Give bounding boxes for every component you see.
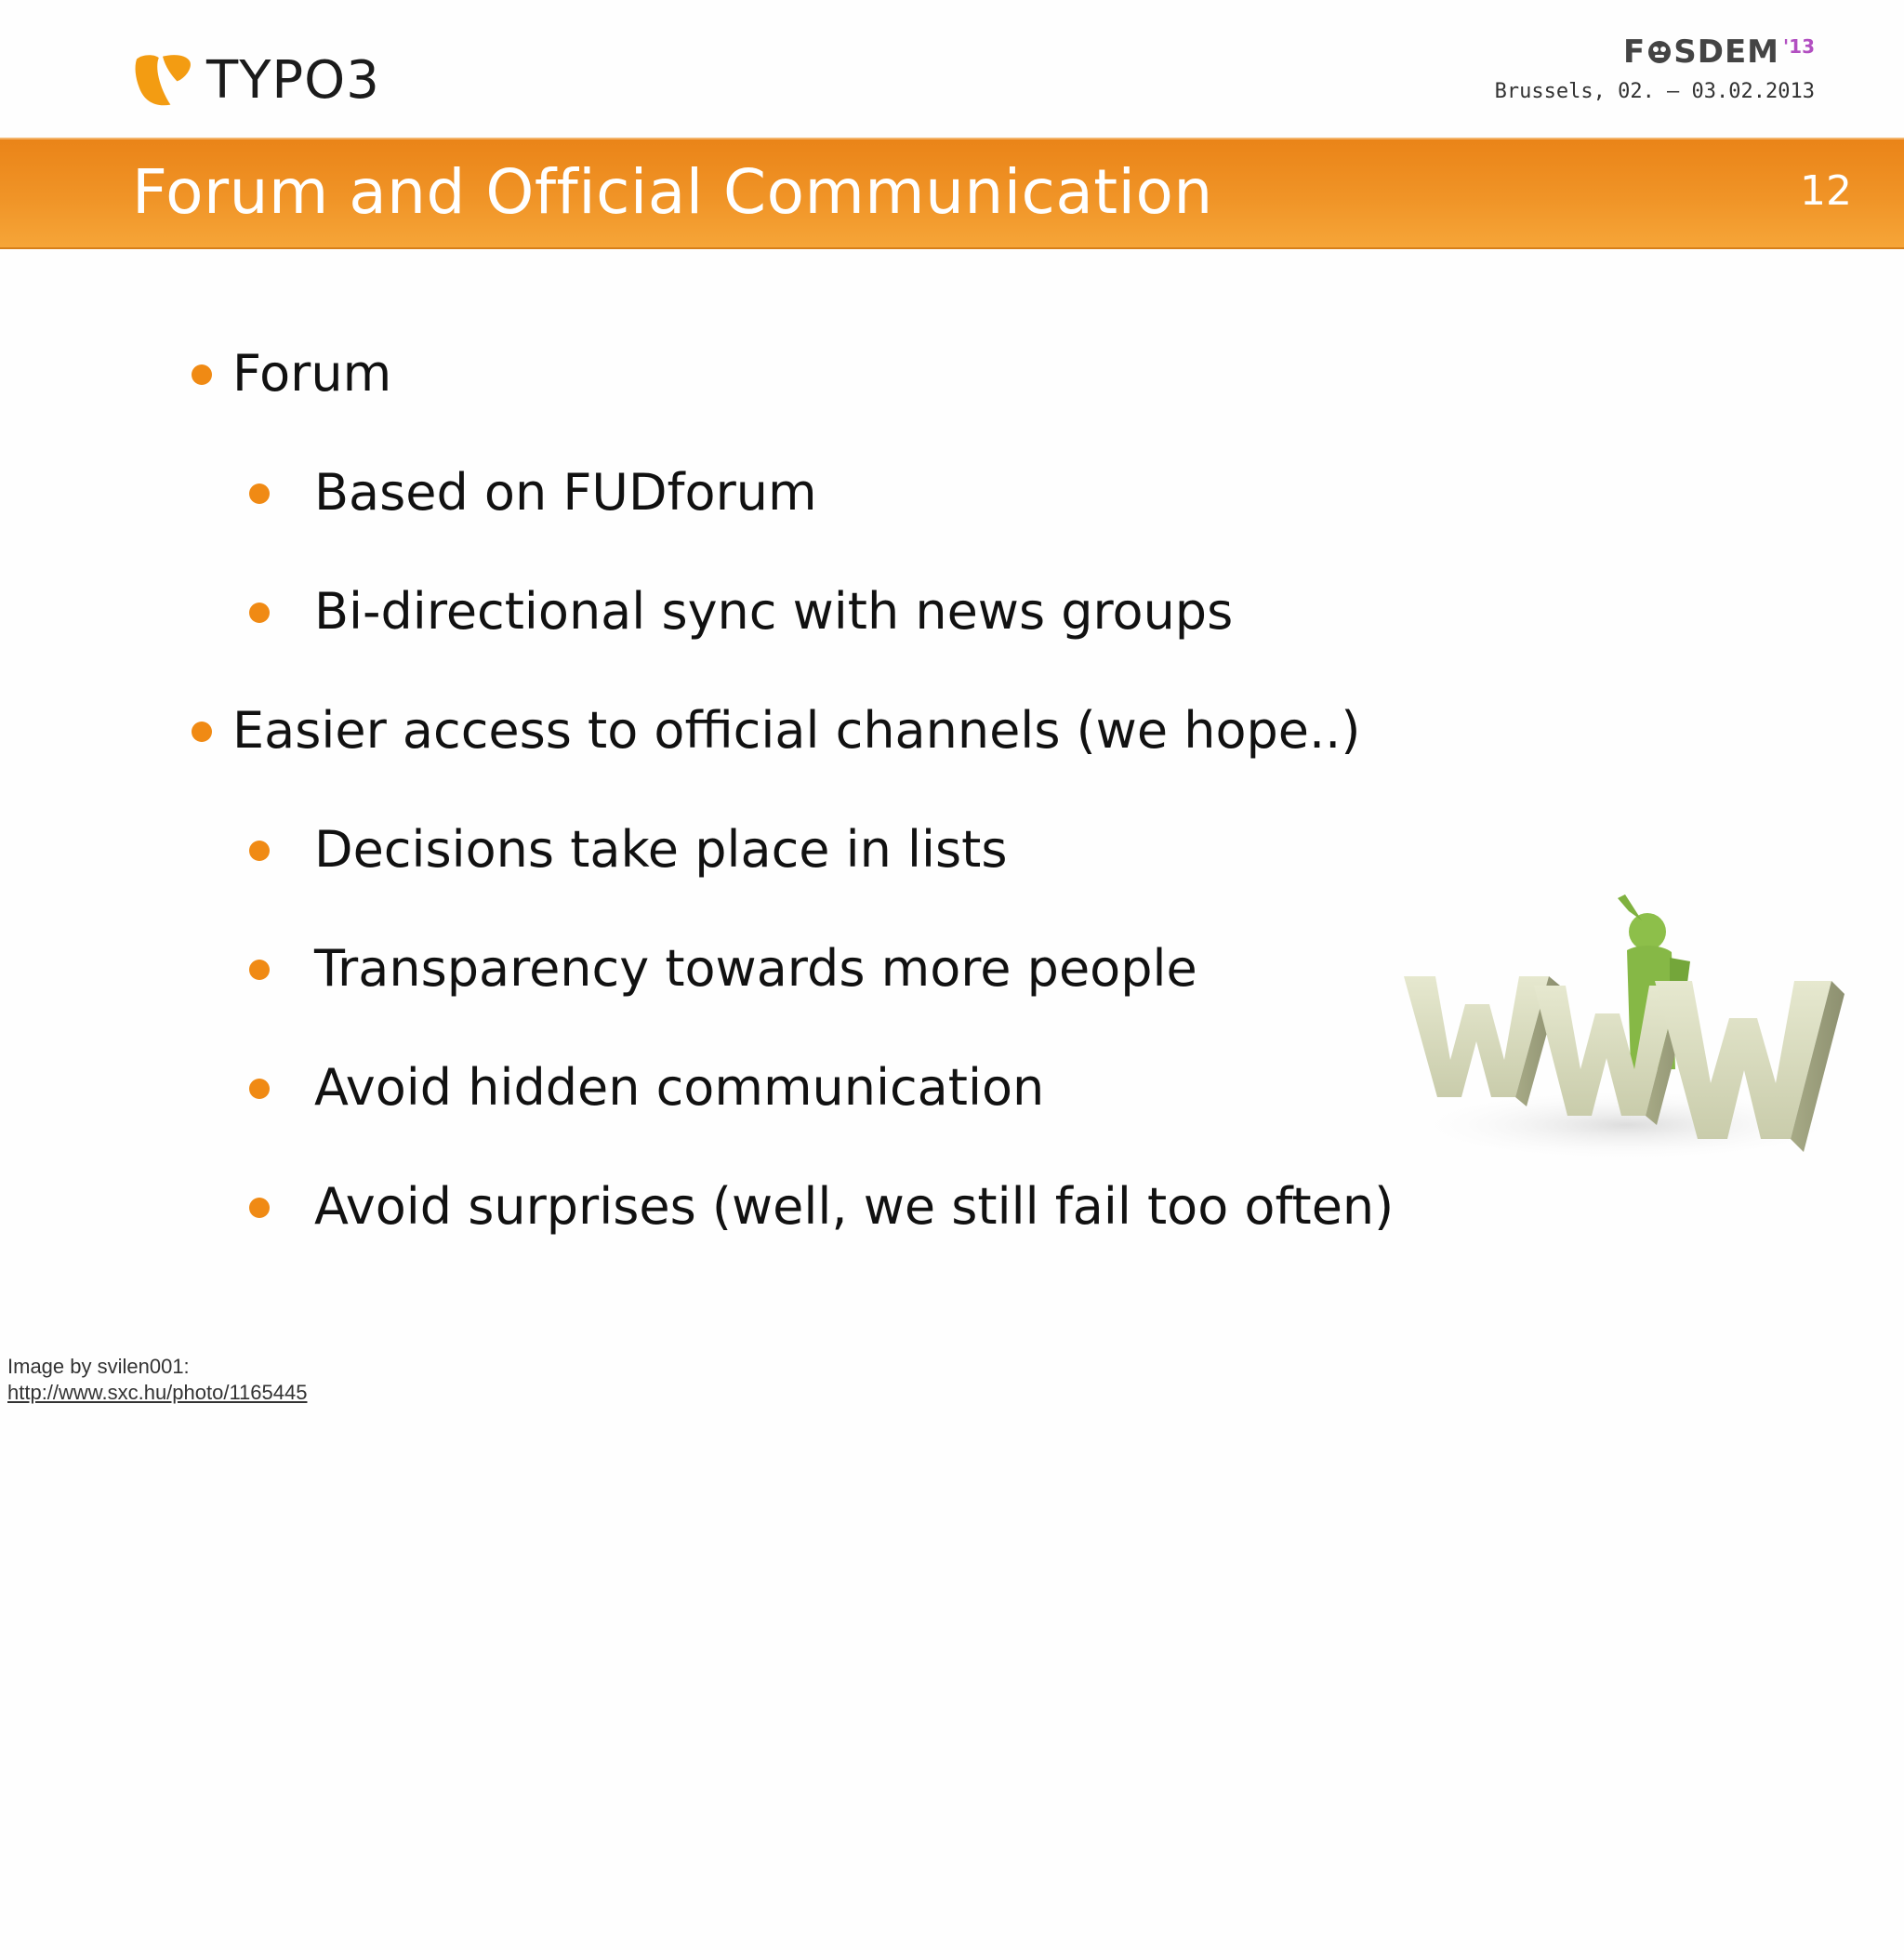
fosdem-wordmark — [1623, 33, 1779, 71]
fosdem-gear-icon — [1647, 40, 1672, 64]
bullet-dot-icon — [249, 483, 270, 504]
typo3-logo — [130, 43, 380, 117]
bullet-item — [314, 939, 1197, 999]
bullet-dot-icon — [249, 841, 270, 861]
credit-link[interactable]: http://www.sxc.hu/photo/1165445 — [7, 1381, 308, 1404]
bullet-item — [232, 344, 391, 404]
bullet-text: Avoid surprises (well, we still fail too often) — [314, 1177, 1395, 1236]
typo3-wordmark: TYPO3 — [206, 49, 380, 111]
fosdem-year: '13 — [1783, 35, 1815, 58]
bullet-text: Easier access to official channels (we hope..) — [232, 701, 1361, 760]
fosdem-wordmark-suffix: SDEM — [1673, 33, 1780, 71]
event-location-date: Brussels, 02. – 03.02.2013 — [1494, 80, 1815, 103]
credit-author: Image by svilen001: — [7, 1355, 190, 1378]
fosdem-logo — [1495, 33, 1815, 103]
typo3-mark-icon — [130, 47, 195, 113]
bullet-dot-icon — [249, 1198, 270, 1218]
slide-number: 12 — [1800, 167, 1852, 215]
bullet-dot-icon — [249, 1079, 270, 1099]
bullet-text: Decisions take place in lists — [314, 820, 1008, 879]
bullet-text: Transparency towards more people — [314, 939, 1197, 998]
bullet-text: Avoid hidden communication — [314, 1058, 1045, 1117]
fosdem-wordmark-prefix: F — [1623, 33, 1646, 71]
bullet-item — [314, 1177, 1394, 1237]
image-credit — [7, 1354, 307, 1406]
bullet-item — [232, 701, 1360, 761]
bullet-item — [314, 820, 1007, 880]
bullet-item — [314, 463, 817, 523]
bullet-text: Bi-directional sync with news groups — [314, 582, 1234, 641]
bullet-dot-icon — [192, 364, 212, 385]
bullet-text: Forum — [232, 344, 392, 403]
bullet-item — [314, 1058, 1044, 1118]
bullet-item — [314, 582, 1233, 642]
bullet-dot-icon — [249, 603, 270, 623]
bullet-dot-icon — [249, 960, 270, 980]
title-band — [0, 138, 1904, 249]
slide-title: Forum and Official Communication — [132, 156, 1213, 228]
www-letter-w1 — [1404, 976, 1560, 1106]
bullet-text: Based on FUDforum — [314, 463, 817, 522]
www-person-illustration — [1395, 893, 1859, 1172]
bullet-dot-icon — [192, 722, 212, 742]
